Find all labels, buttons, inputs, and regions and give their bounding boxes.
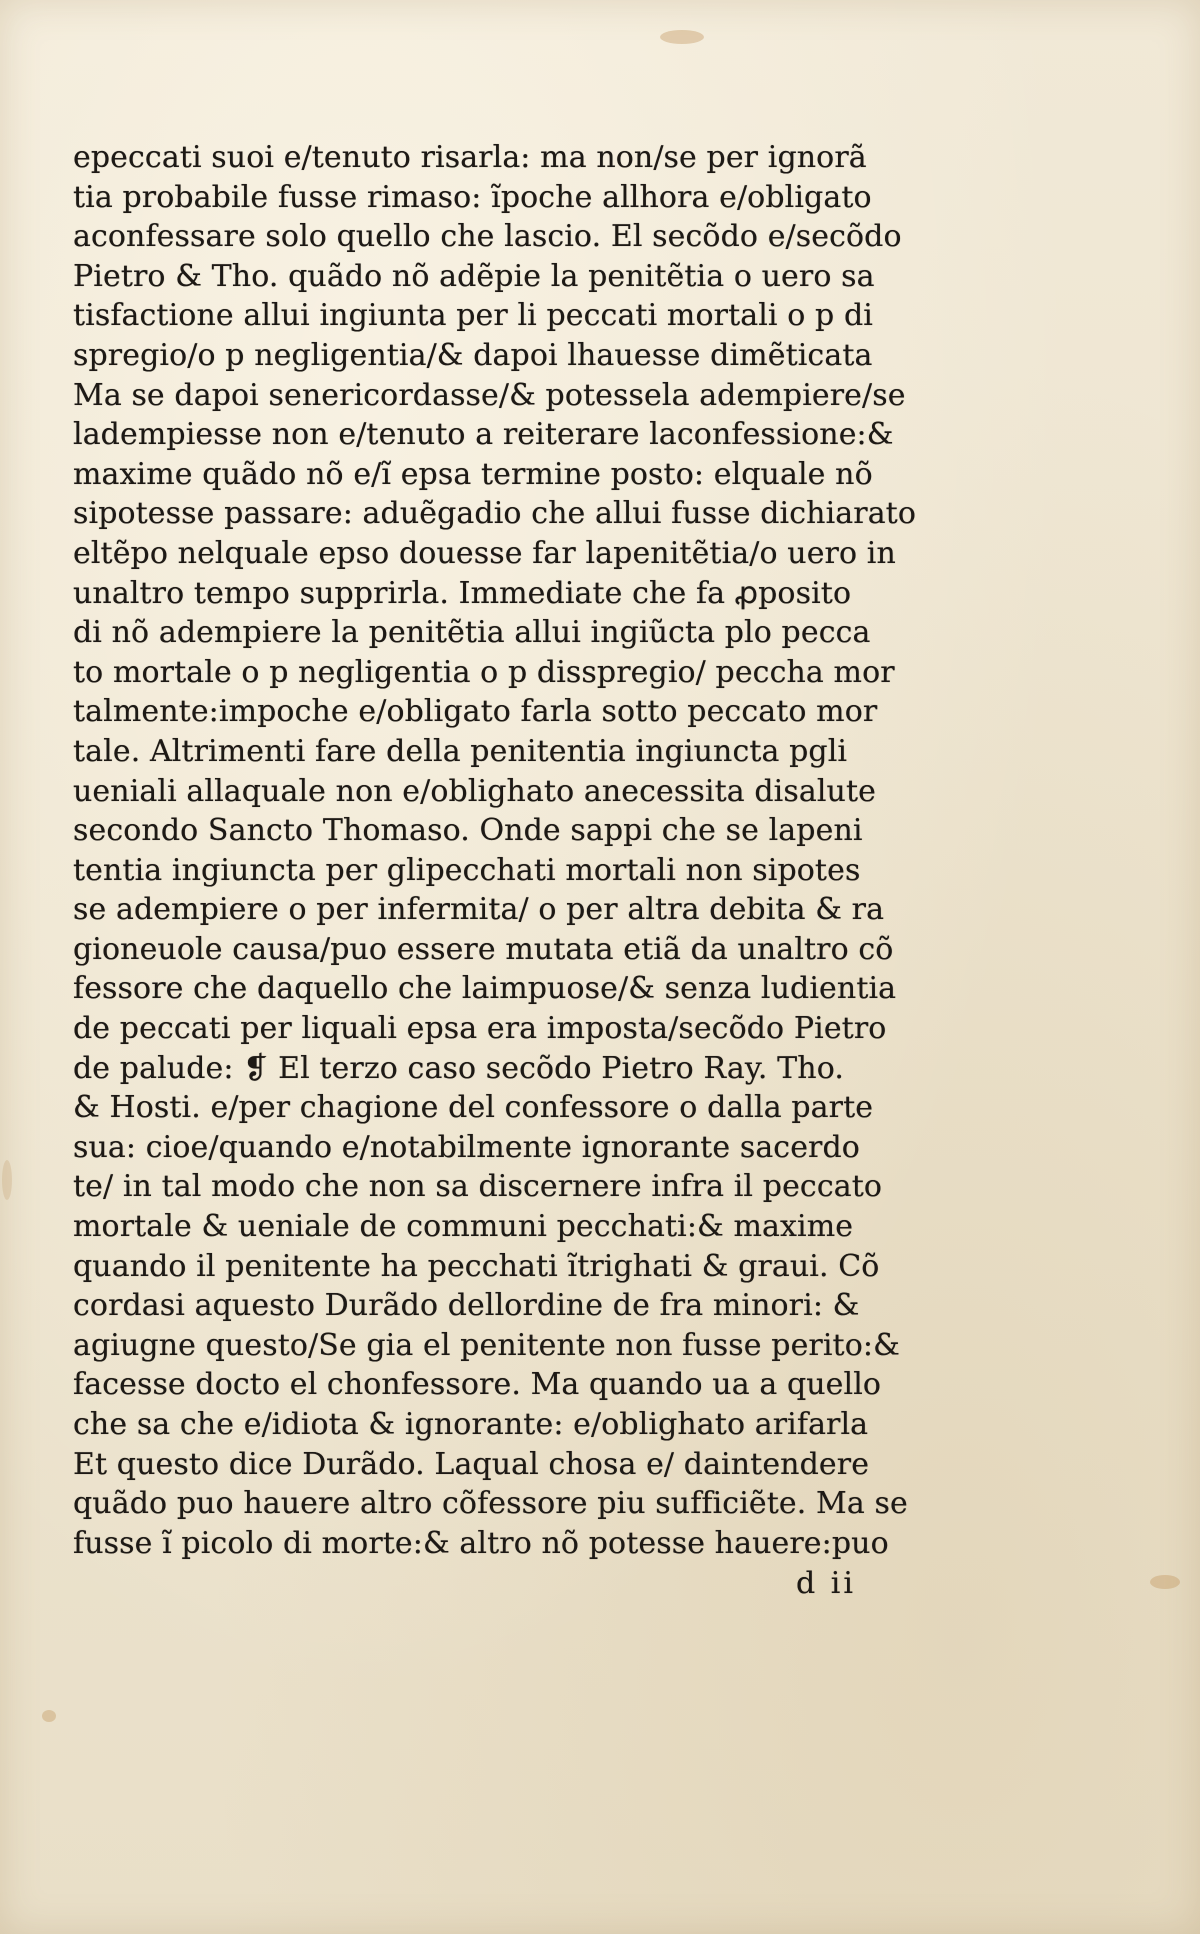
- text-line: de peccati per liquali epsa era imposta/secõdo Pietro: [73, 1011, 887, 1047]
- text-line: sua: cioe/quando e/notabilmente ignorante sacerdo: [73, 1129, 860, 1165]
- text-line: tia probabile fusse rimaso: ĩpoche allhora e/obligato: [73, 179, 872, 215]
- text-line: te/ in tal modo che non sa discernere infra il peccato: [73, 1169, 883, 1205]
- text-line: ueniali allaquale non e/oblighato anecessita disalute: [73, 773, 876, 809]
- text-line: che sa che e/idiota & ignorante: e/oblighato arifarla: [73, 1407, 869, 1442]
- text-line: agiugne questo/Se gia el penitente non fusse perito:&: [73, 1327, 900, 1363]
- text-line: cordasi aquesto Durãdo dellordine de fra minori: &: [73, 1288, 860, 1324]
- text-line: Ma se dapoi senericordasse/& potessela adempiere/se: [73, 377, 906, 413]
- text-line: tale. Altrimenti fare della penitentia ingiuncta pgli: [73, 733, 848, 769]
- paper-stain: [42, 1710, 56, 1722]
- paper-stain: [1150, 1575, 1180, 1589]
- text-line: mortale & ueniale de communi pecchati:& maxime: [73, 1209, 854, 1245]
- text-line: fessore che daquello che laimpuose/& senza ludientia: [73, 971, 897, 1007]
- text-line: tentia ingiuncta per glipecchati mortali non sipotes: [73, 852, 861, 888]
- text-line: secondo Sancto Thomaso. Onde sappi che se lapeni: [73, 813, 863, 849]
- paper-stain: [2, 1160, 12, 1200]
- text-line: & Hosti. e/per chagione del confessore o dalla parte: [73, 1090, 874, 1126]
- text-line: maxime quãdo nõ e/ĩ epsa termine posto: elquale nõ: [73, 456, 873, 492]
- text-line: unaltro tempo supprirla. Immediate che fa ꝓposito: [73, 575, 852, 611]
- text-line: spregio/o p negligentia/& dapoi lhauesse dimẽticata: [73, 337, 873, 373]
- text-line: tisfactione allui ingiunta per li peccati mortali o p di: [73, 298, 873, 334]
- text-line: fusse ĩ picolo di morte:& altro nõ potesse hauere:puo: [73, 1525, 889, 1561]
- text-line: quãdo puo hauere altro cõfessore piu sufficiẽte. Ma se: [73, 1486, 908, 1522]
- text-line: facesse docto el chonfessore. Ma quando ua a quello: [73, 1367, 882, 1403]
- text-line: quando il penitente ha pecchati ĩtrighati & graui. Cõ: [73, 1248, 880, 1284]
- signature-mark: d ii: [796, 1566, 856, 1601]
- text-line: se adempiere o per infermita/ o per altra debita & ra: [73, 892, 885, 928]
- text-line: to mortale o p negligentia o p disspregio/ peccha mor: [73, 654, 895, 690]
- text-line: aconfessare solo quello che lascio. El secõdo e/secõdo: [73, 219, 902, 255]
- text-line: talmente:impoche e/obligato farla sotto peccato mor: [73, 694, 878, 730]
- text-line: sipotesse passare: aduẽgadio che allui fusse dichiarato: [73, 496, 916, 532]
- text-line: Et questo dice Durãdo. Laqual chosa e/ daintendere: [73, 1446, 870, 1482]
- text-line: de palude: ❡ El terzo caso secõdo Pietro Ray. Tho.: [73, 1050, 844, 1086]
- text-line: Pietro & Tho. quãdo nõ adẽpie la penitẽtia o uero sa: [73, 258, 875, 294]
- text-line: ladempiesse non e/tenuto a reiterare laconfessione:&: [73, 417, 894, 453]
- text-line: di nõ adempiere la penitẽtia allui ingiũcta plo pecca: [73, 615, 871, 651]
- text-line: eltẽpo nelquale epso douesse far lapenitẽtia/o uero in: [73, 535, 896, 571]
- paper-stain: [660, 30, 704, 44]
- text-block: [73, 138, 933, 1563]
- text-line: gioneuole causa/puo essere mutata etiã da unaltro cõ: [73, 931, 894, 967]
- text-line: epeccati suoi e/tenuto risarla: ma non/se per ignorã: [73, 140, 867, 175]
